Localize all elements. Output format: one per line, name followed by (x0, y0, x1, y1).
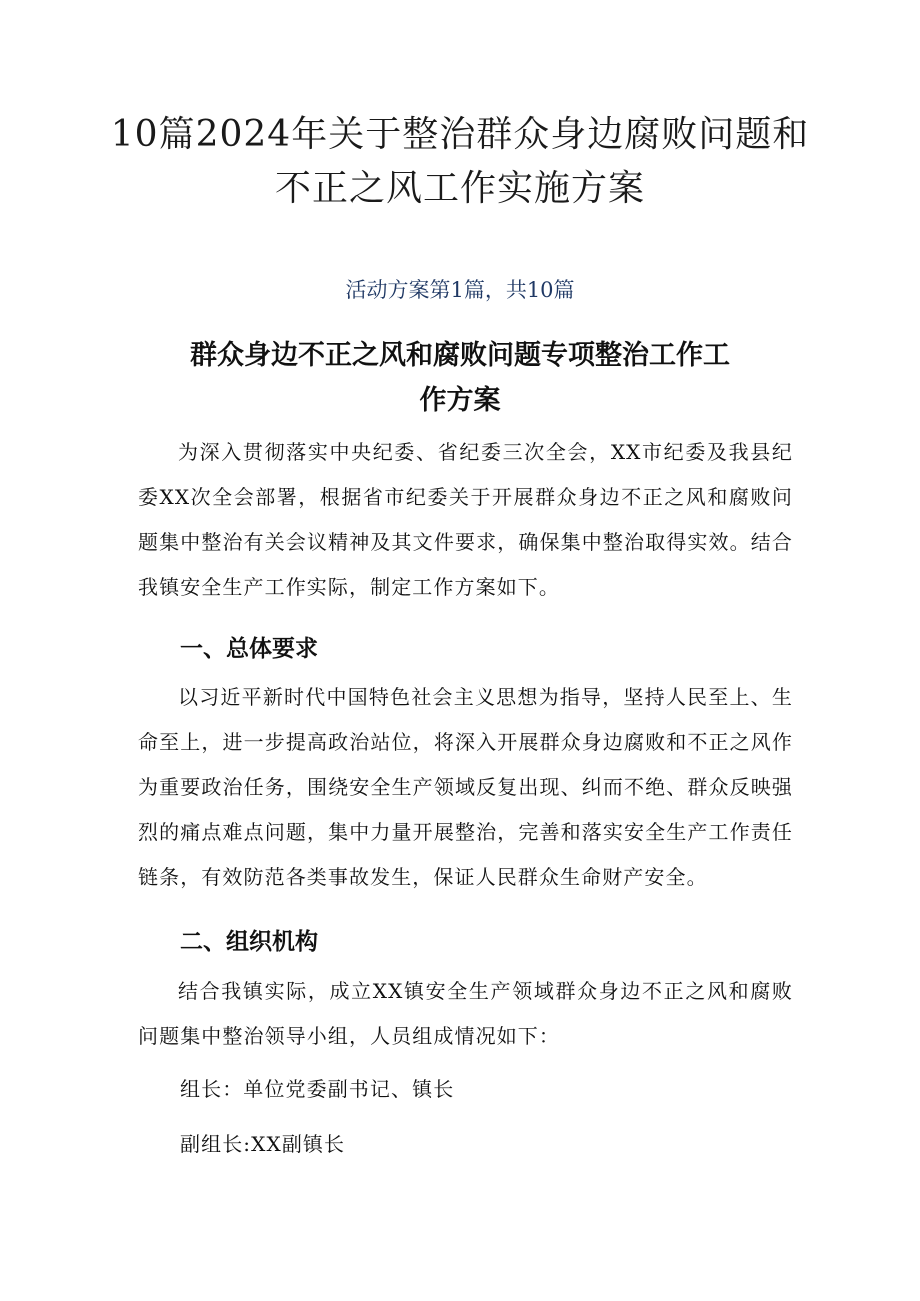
deputy-leader-line: 副组长:XX副镇长 (180, 1132, 346, 1156)
plan-title-line-2: 作方案 (419, 385, 501, 416)
plan-counter: 活动方案第1篇，共10篇 (345, 278, 575, 302)
document-title-line-1: 10篇2024年关于整治群众身边腐败问题和 (110, 114, 810, 155)
section-2-paragraph: 结合我镇实际，成立XX镇安全生产领域群众身边不正之风和腐败问题集中整治领导小组，人员组成情况如下： (138, 979, 793, 1048)
section-2-heading: 二、组织机构 (180, 929, 318, 955)
plan-title-line-1: 群众身边不正之风和腐败问题专项整治工作工 (190, 340, 730, 371)
document-title-line-2: 不正之风工作实施方案 (274, 168, 645, 209)
plan-title (0, 333, 920, 423)
section-1-paragraph: 以习近平新时代中国特色社会主义思想为指导，坚持人民至上、生命至上，进一步提高政治站位，将深入开展群众身边腐败和不正之风作为重要政治任务，围绕安全生产领域反复出现、纠而不绝、群众反映强烈的痛点难点问题，集中力量开展整治，完善和落实安全生产工作责任链条，有效防范各类事故发生，保证人民群众生命财产安全。 (138, 685, 793, 889)
document-title (0, 108, 920, 216)
section-1-heading: 一、总体要求 (180, 636, 318, 662)
group-leader-line: 组长：单位党委副书记、镇长 (180, 1077, 455, 1101)
intro-paragraph: 为深入贯彻落实中央纪委、省纪委三次全会，XX市纪委及我县纪委XX次全会部署，根据省市纪委关于开展群众身边不正之风和腐败问题集中整治有关会议精神及其文件要求，确保集中整治取得实效。结合我镇安全生产工作实际，制定工作方案如下。 (138, 440, 793, 599)
